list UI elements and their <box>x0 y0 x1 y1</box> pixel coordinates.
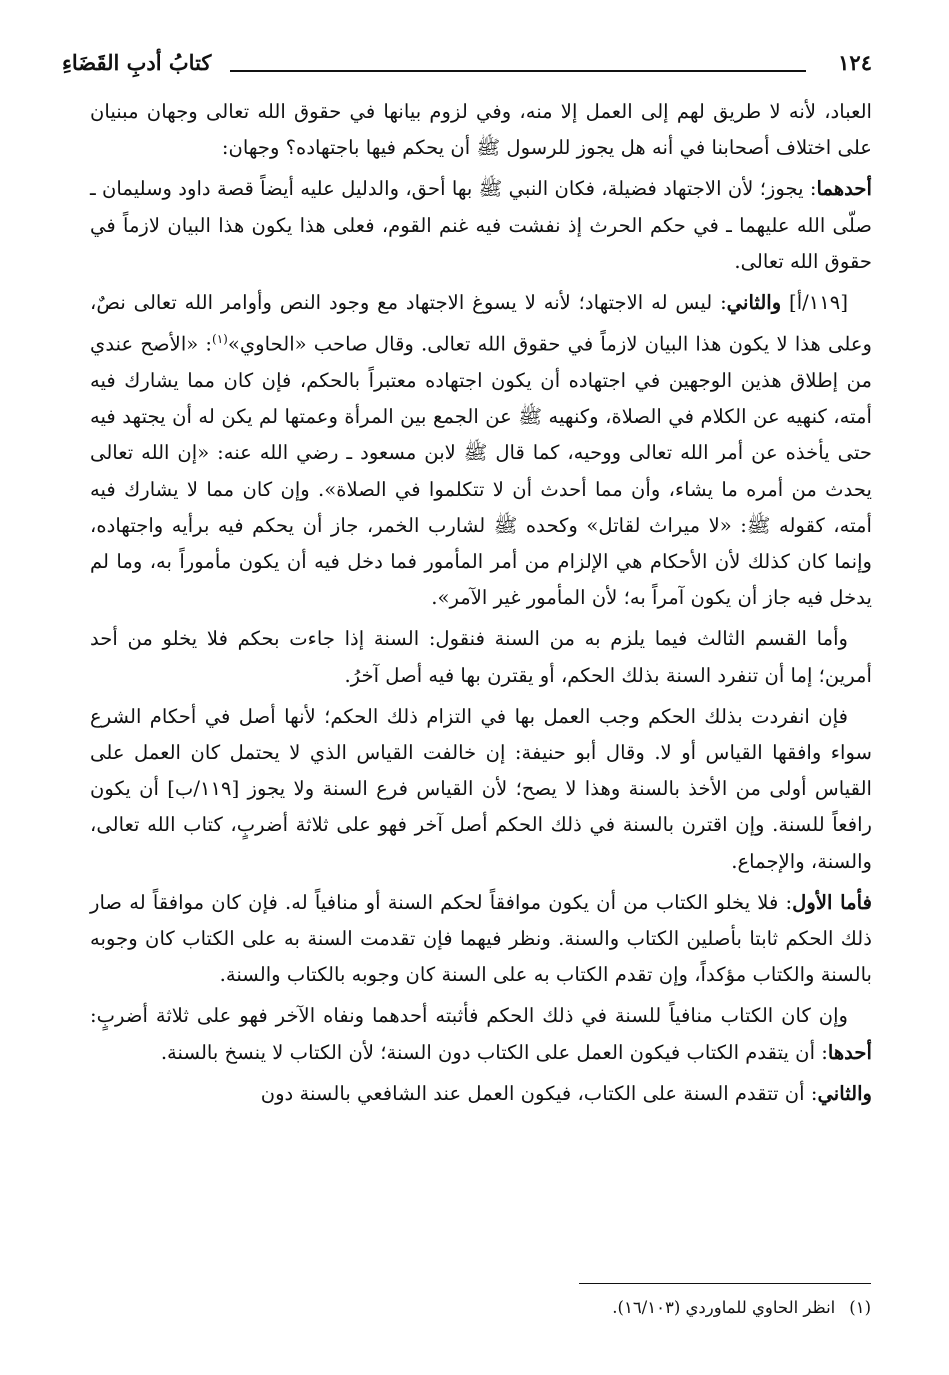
paragraph <box>90 1076 872 1112</box>
paragraph-text: : «الأصح عندي من إطلاق هذين الوجهين في اجتهاده أن يكون اجتهاده معتبراً بالحكم، فإن كان مما يشارك فيه أمته، كنهيه عن الكلام في الصلاة، وكنهيه ﷺ عن الجمع بين المرأة وعمتها لم يكن له أن يجتهد فيه حتى يأخذه عن أمر الله تعالى ووحيه، كما قال ﷺ لابن مسعود ـ رضي الله عنه: «إن الله تعالى يحدث من أمره ما يشاء، وأن مما أحدث أن لا تتكلموا في الصلاة». وإن كان مما لا يشارك فيه أمته، كقوله ﷺ: «لا ميراث لقاتل» وكحده ﷺ لشارب الخمر، جاز أن يحكم فيه برأيه واجتهاده، وإنما كان كذلك لأن الأحكام هي الإلزام من أمر المأمور فما دخل فيه أن يكون مأموراً به، وما لم يدخل فيه جاز أن يكون آمراً به؛ لأن المأمور غير الآمر». <box>90 332 872 610</box>
footnote <box>171 1295 871 1321</box>
paragraph-text: : أن يتقدم الكتاب فيكون العمل على الكتاب دون السنة؛ لأن الكتاب لا ينسخ بالسنة. <box>160 1040 828 1064</box>
footnote-marker[interactable]: (١) <box>212 332 228 347</box>
paragraph-lead: فأما الأول <box>792 890 872 914</box>
paragraph-lead: أحدها <box>827 1040 872 1064</box>
paragraph-text: أن يكون رافعاً للسنة. وإن اقترن بالسنة في ذلك الحكم أصل آخر فهو على ثلاثة أضربٍ، كتاب الله تعالى، والسنة، والإجماع. <box>90 777 872 873</box>
manuscript-ref: [١١٩/ب] <box>167 777 240 801</box>
manuscript-ref: [١١٩/أ] <box>789 291 848 315</box>
paragraph-text: : ليس له الاجتهاد؛ لأنه لا يسوغ الاجتهاد مع وجود النص وأوامر الله تعالى نصٌ، وعلى هذا لا يكون هذا البيان لازماً في حقوق الله تعالى. وقال صاحب «الحاوي» <box>90 291 872 356</box>
paragraph-lead: أحدهما <box>816 177 872 201</box>
paragraph-text: العباد، لأنه لا طريق لهم إلى العمل إلا منه، وفي لزوم بيانها في حقوق الله تعالى وجهان مبنيان على اختلاف أصحابنا في أنه هل يجوز للرسول ﷺ أن يحكم فيها باجتهاده؟ وجهان: <box>90 100 872 160</box>
footnote-number: (١) <box>849 1298 871 1317</box>
paragraph <box>90 699 872 880</box>
running-header <box>62 48 872 88</box>
paragraph <box>90 171 872 280</box>
footnote-text: انظر الحاوي للماوردي (١٦/١٠٣). <box>612 1298 836 1317</box>
header-rule <box>230 70 806 72</box>
paragraph-text: وإن كان الكتاب منافياً للسنة في ذلك الحكم فأثبته أحدهما ونفاه الآخر فهو على ثلاثة أضربٍ: <box>90 1004 848 1028</box>
paragraph-lead: والثاني <box>726 291 782 315</box>
paragraph-text: وأما القسم الثالث فيما يلزم به من السنة فنقول: السنة إذا جاءت بحكم فلا يخلو من أحد أمرين؛ إما أن تنفرد السنة بذلك الحكم، أو يقترن بها فيه أصل آخرُ. <box>90 627 872 687</box>
paragraph <box>90 998 872 1070</box>
book-title: كتابُ أدبِ القَضَاءِ <box>62 50 212 75</box>
paragraph <box>90 621 872 693</box>
paragraph <box>90 285 872 616</box>
paragraph-text: فإن انفردت بذلك الحكم وجب العمل بها في التزام ذلك الحكم؛ لأنها أصل في أحكام الشرع سواء وافقها القياس أو لا. وقال أبو حنيفة: إن خالفت القياس الذي لا يحتمل كان العمل على القياس أولى من الأخذ بالسنة وهذا لا يصح؛ لأن القياس فرع السنة ولا يجوز <box>90 704 872 801</box>
paragraph-text: : أن تتقدم السنة على الكتاب، فيكون العمل عند الشافعي بالسنة دون <box>260 1081 818 1105</box>
paragraph-lead: والثاني <box>817 1081 872 1105</box>
paragraph-text: : يجوز؛ لأن الاجتهاد فضيلة، فكان النبي ﷺ بها أحق، والدليل عليه أيضاً قصة داود وسليمان ـ صلّى الله عليهما ـ في حكم الحرث إذ نفشت فيه غنم القوم، فعلى هذا يكون هذا البيان لازماً في حقوق الله تعالى. <box>90 177 872 273</box>
paragraph <box>90 885 872 994</box>
page-number: ١٢٤ <box>838 50 872 75</box>
paragraph <box>90 94 872 166</box>
page-body <box>90 94 872 1117</box>
paragraph-text: : فلا يخلو الكتاب من أن يكون موافقاً لحكم السنة أو منافياً له. فإن كان موافقاً له صار ذلك الحكم ثابتا بأصلين الكتاب والسنة. ونظر فيهما فإن تقدمت السنة به على الكتاب كان وجوبه بالسنة والكتاب مؤكداً، وإن تقدم الكتاب به على السنة كان وجوبه بالكتاب والسنة. <box>90 890 872 987</box>
footnote-rule <box>579 1283 871 1284</box>
